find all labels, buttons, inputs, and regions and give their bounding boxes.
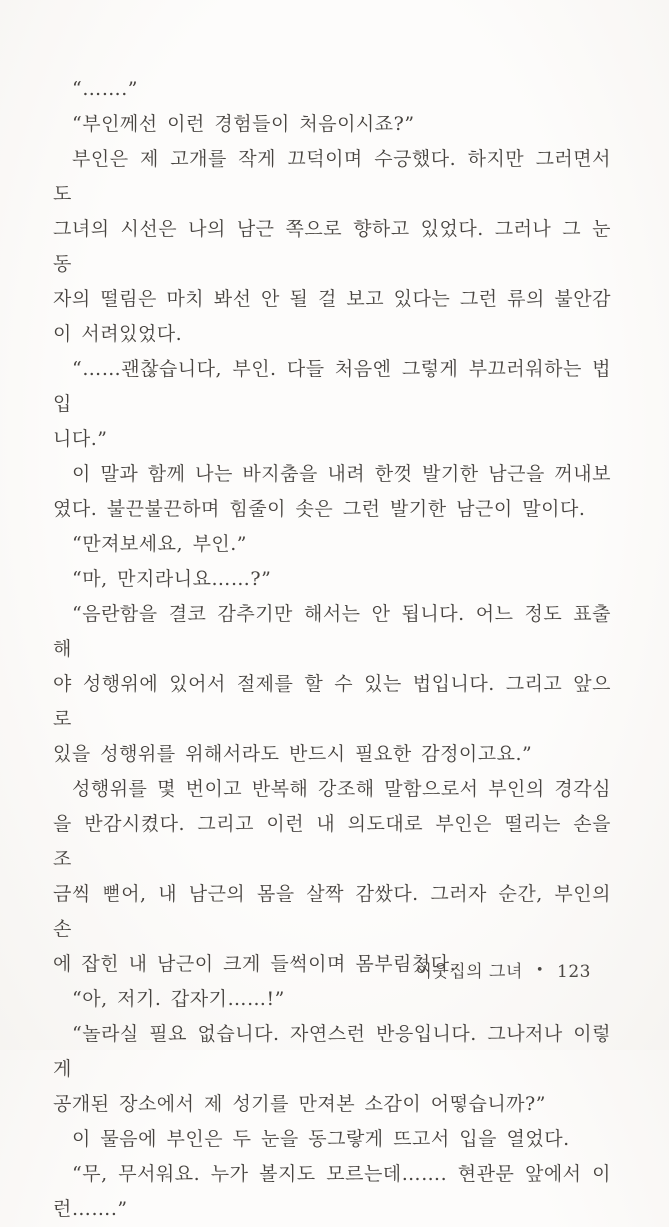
- text-line: 이 서려있었다.: [53, 323, 183, 345]
- text-line: “아, 저기. 갑자기……!”: [72, 988, 285, 1010]
- footer-page-number: 123: [557, 962, 591, 982]
- footer-separator-dot: •: [535, 963, 545, 978]
- text-line: 성행위를 몇 번이고 반복해 강조해 말함으로서 부인의 경각심: [72, 778, 611, 800]
- text-line: 야 성행위에 있어서 절제를 할 수 있는 법입니다. 그리고 앞으로: [53, 673, 611, 730]
- page-text: [53, 72, 611, 1227]
- text-line: 이 말과 함께 나는 바지춤을 내려 한껏 발기한 남근을 꺼내보: [72, 463, 611, 485]
- text-line: 공개된 장소에서 제 성기를 만져본 소감이 어떻습니까?”: [53, 1093, 546, 1115]
- text-line: 에 잡힌 내 남근이 크게 들썩이며 몸부림쳤다.: [53, 953, 457, 975]
- text-line: 부인은 제 고개를 작게 끄덕이며 수긍했다. 하지만 그러면서도: [53, 148, 611, 205]
- text-line: 였다. 불끈불끈하며 힘줄이 솟은 그런 발기한 남근이 말이다.: [53, 498, 586, 520]
- text-line: “무, 무서워요. 누가 볼지도 모르는데……. 현관문 앞에서 이: [72, 1163, 611, 1185]
- text-line: “음란함을 결코 감추기만 해서는 안 됩니다. 어느 정도 표출해: [53, 603, 611, 660]
- text-line: 금씩 뻗어, 내 남근의 몸을 살짝 감쌌다. 그러자 순간, 부인의 손: [53, 883, 611, 940]
- text-line: “…….”: [72, 78, 138, 100]
- text-line: “마, 만지라니요……?”: [72, 568, 272, 590]
- text-line: 자의 떨림은 마치 봐선 안 될 걸 보고 있다는 그런 류의 불안감: [53, 288, 611, 310]
- text-line: 그녀의 시선은 나의 남근 쪽으로 향하고 있었다. 그러나 그 눈동: [53, 218, 611, 275]
- text-line: “부인께선 이런 경험들이 처음이시죠?”: [72, 113, 415, 135]
- text-line: 니다.”: [53, 428, 108, 450]
- text-line: 이 물음에 부인은 두 눈을 동그랗게 뜨고서 입을 열었다.: [72, 1128, 570, 1150]
- footer-book-title: 이웃집의 그녀: [415, 962, 523, 982]
- page-footer: [415, 960, 591, 984]
- text-line: “……괜찮습니다, 부인. 다들 처음엔 그렇게 부끄러워하는 법입: [53, 358, 611, 415]
- text-line: 있을 성행위를 위해서라도 반드시 필요한 감정이고요.”: [53, 743, 533, 765]
- text-line: 런…….”: [53, 1198, 128, 1220]
- text-line: 을 반감시켰다. 그리고 이런 내 의도대로 부인은 떨리는 손을 조: [53, 813, 611, 870]
- text-line: “놀라실 필요 없습니다. 자연스런 반응입니다. 그나저나 이렇게: [53, 1023, 611, 1080]
- text-line: “만져보세요, 부인.”: [72, 533, 248, 555]
